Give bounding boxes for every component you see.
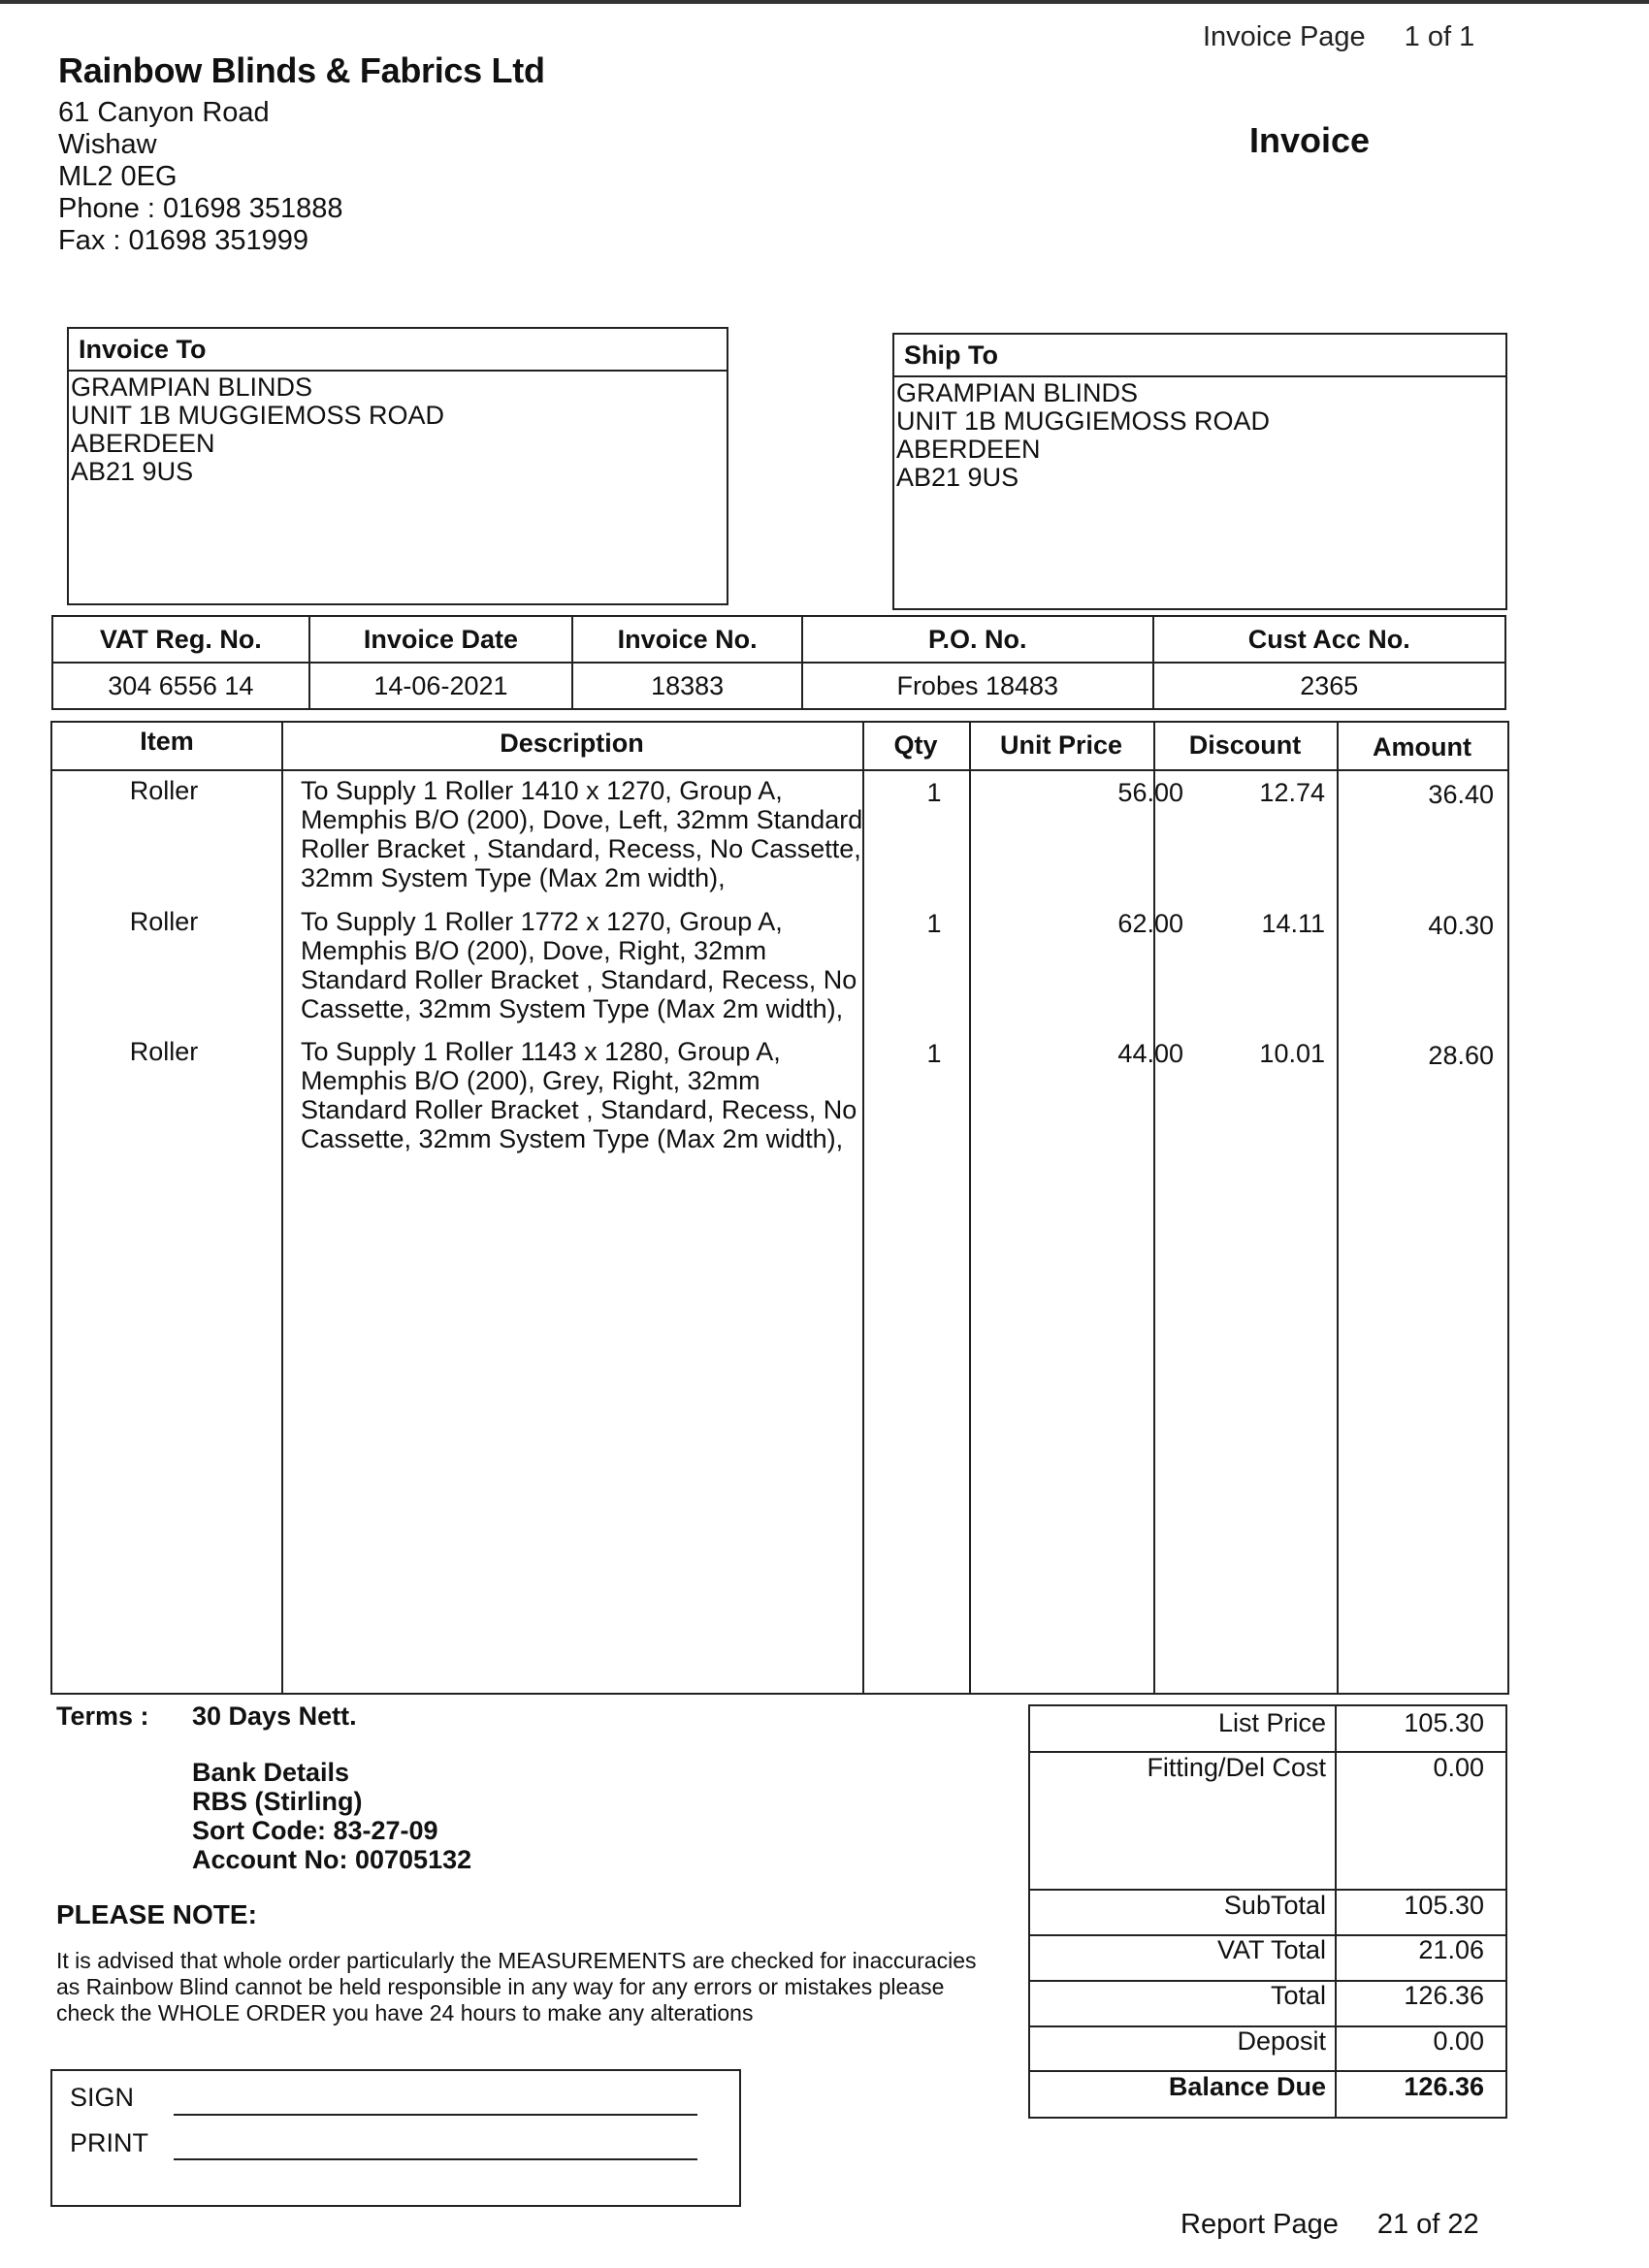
ship-to-heading: Ship To [894,335,1505,377]
balance-due-value: 126.36 [1404,2072,1484,2101]
company-name: Rainbow Blinds & Fabrics Ltd [58,50,545,90]
terms-label: Terms : [56,1701,149,1731]
print-line[interactable] [174,2158,697,2160]
bank-line: Bank Details [192,1758,350,1787]
column-divider [1337,723,1339,1693]
phone-line: Phone : 01698 351888 [58,193,343,224]
signature-box [50,2069,741,2207]
fax-line: Fax : 01698 351999 [58,225,308,256]
deposit-label: Deposit [1237,2026,1326,2056]
invoice-to-heading: Invoice To [69,329,727,372]
amount-header: Amount [1373,732,1471,761]
total-value: 126.36 [1404,1981,1484,2010]
total-label: Total [1270,1981,1326,2010]
terms-value: 30 Days Nett. [192,1701,357,1731]
invoice-no-header: Invoice No. [572,616,802,663]
subtotal-label: SubTotal [1223,1891,1326,1920]
description-line: Standard Roller Bracket , Standard, Recess, No [301,1095,857,1124]
list-price-label: List Price [1217,1708,1326,1737]
description-line: Memphis B/O (200), Dove, Right, 32mm [301,936,767,965]
list-price-value: 105.30 [1404,1708,1484,1737]
ship-to-line: ABERDEEN [896,435,1041,464]
description-line: To Supply 1 Roller 1772 x 1270, Group A, [301,907,783,936]
item-cell: Roller [129,1037,199,1066]
note-heading: PLEASE NOTE: [56,1899,257,1929]
qty-cell: 1 [926,909,942,938]
unit-price-header: Unit Price [999,730,1123,760]
description-line: Memphis B/O (200), Dove, Left, 32mm Standard [301,805,863,834]
balance-due-label: Balance Due [1168,2072,1326,2101]
description-line: Cassette, 32mm System Type (Max 2m width), [301,1124,844,1153]
discount-cell: 12.74 [1259,778,1325,807]
invoice-to-line: AB21 9US [71,457,194,486]
vat-reg-value: 304 6556 14 [52,663,309,709]
item-cell: Roller [129,907,199,936]
meta-value-row [52,663,1505,709]
invoice-date-header: Invoice Date [309,616,573,663]
discount-cell: 14.11 [1261,909,1325,938]
sign-line[interactable] [174,2114,697,2116]
discount-header: Discount [1188,730,1302,760]
column-divider [281,723,283,1693]
address-line: 61 Canyon Road [58,97,270,128]
deposit-value: 0.00 [1433,2026,1484,2056]
qty-cell: 1 [926,1039,942,1068]
vat-reg-header: VAT Reg. No. [52,616,309,663]
item-cell: Roller [129,776,199,805]
description-cell [301,776,922,892]
po-no-header: P.O. No. [802,616,1152,663]
fitting-value: 0.00 [1433,1753,1484,1782]
description-line: Roller Bracket , Standard, Recess, No Cassette, [301,834,861,863]
bank-line: RBS (Stirling) [192,1787,363,1816]
discount-cell: 10.01 [1259,1039,1325,1068]
item-header: Item [140,727,194,756]
invoice-to-box [67,327,728,605]
items-header-row [52,723,1507,771]
totals-box [1028,1704,1507,2119]
qty-cell: 1 [926,778,942,807]
invoice-date-value: 14-06-2021 [309,663,573,709]
invoice-page-indicator [1203,21,1474,53]
po-no-value: Frobes 18483 [802,663,1152,709]
amount-cell: 28.60 [1428,1041,1494,1070]
invoice-page-label: Invoice Page [1203,21,1366,52]
description-cell [301,907,922,1023]
subtotal-value: 105.30 [1404,1891,1484,1920]
bank-line: Sort Code: 83-27-09 [192,1816,438,1845]
vat-total-label: VAT Total [1216,1935,1326,1964]
ship-to-box [892,333,1507,610]
invoice-to-line: UNIT 1B MUGGIEMOSS ROAD [71,401,445,430]
meta-header-row [52,616,1505,663]
description-line: To Supply 1 Roller 1410 x 1270, Group A, [301,776,783,805]
unit-price-cell: 44.00 [1117,1039,1183,1068]
invoice-to-line: GRAMPIAN BLINDS [71,373,313,402]
description-line: Memphis B/O (200), Grey, Right, 32mm [301,1066,760,1095]
bank-line: Account No: 00705132 [192,1845,472,1874]
invoice-meta-table [51,615,1506,710]
column-divider [1153,723,1155,1693]
amount-cell: 40.30 [1428,911,1494,940]
ship-to-line: UNIT 1B MUGGIEMOSS ROAD [896,406,1271,436]
description-header: Description [500,729,644,758]
cust-acc-value: 2365 [1153,663,1505,709]
invoice-page-value: 1 of 1 [1404,21,1475,52]
cust-acc-header: Cust Acc No. [1153,616,1505,663]
column-divider [969,723,971,1693]
report-page-footer [1180,2209,1479,2241]
vat-total-value: 21.06 [1418,1935,1484,1964]
bank-details [192,1758,471,1874]
report-page-value: 21 of 22 [1376,2209,1479,2240]
qty-header: Qty [893,730,938,760]
note-text: It is advised that whole order particularly the MEASUREMENTS are checked for inaccuracies as Rainbow Blind cannot be held responsible in any way for any errors or mistakes please check the WHOLE ORDER you have 24 hours to make any alterations [56,1948,977,2025]
totals-column-divider [1335,1706,1337,2117]
description-line: Cassette, 32mm System Type (Max 2m width), [301,994,844,1023]
description-line: Standard Roller Bracket , Standard, Recess, No [301,965,857,994]
ship-to-line: AB21 9US [896,463,1019,492]
description-line: To Supply 1 Roller 1143 x 1280, Group A, [301,1037,781,1066]
company-address [58,97,343,257]
scan-edge [0,0,1649,4]
line-items-table [50,721,1509,1695]
print-label: PRINT [70,2128,148,2157]
address-line: ML2 0EG [58,161,178,192]
unit-price-cell: 62.00 [1117,909,1183,938]
fitting-label: Fitting/Del Cost [1147,1753,1326,1782]
invoice-no-value: 18383 [572,663,802,709]
invoice-to-line: ABERDEEN [71,429,215,458]
description-cell [301,1037,922,1153]
amount-cell: 36.40 [1428,780,1494,809]
address-line: Wishaw [58,129,157,160]
description-line: 32mm System Type (Max 2m width), [301,863,726,892]
ship-to-line: GRAMPIAN BLINDS [896,378,1139,407]
unit-price-cell: 56.00 [1117,778,1183,807]
document-title: Invoice [1249,120,1371,160]
sign-label: SIGN [70,2083,135,2112]
report-page-label: Report Page [1180,2209,1339,2240]
